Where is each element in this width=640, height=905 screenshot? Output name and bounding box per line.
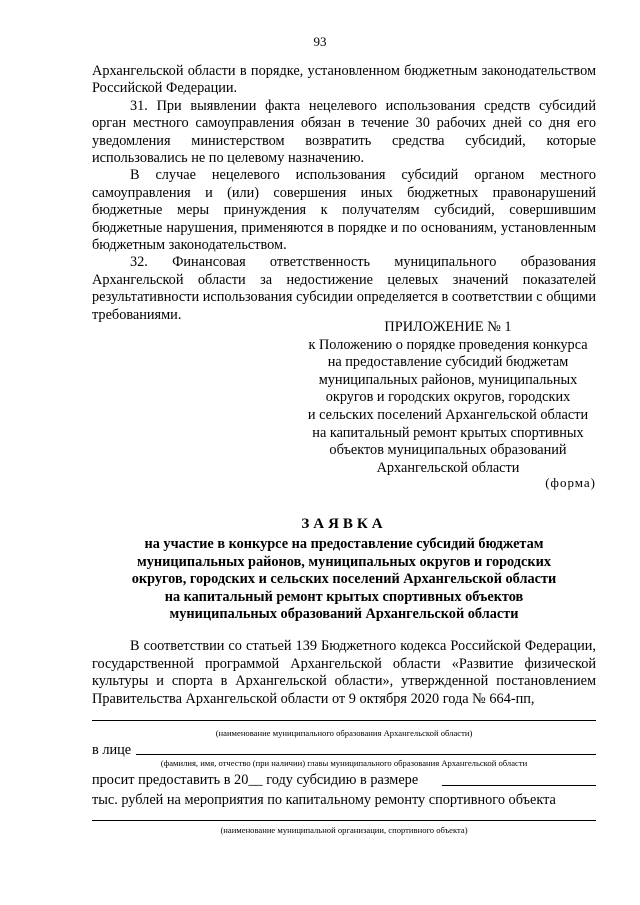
object-blank-line[interactable] xyxy=(92,820,596,821)
main-text xyxy=(92,63,596,324)
appendix-line: и сельских поселений Архангельской области xyxy=(307,406,589,423)
subtitle-line: на капитальный ремонт крытых спортивных объектов xyxy=(164,588,524,605)
appendix-title: ПРИЛОЖЕНИЕ № 1 xyxy=(384,319,512,335)
application-subtitle xyxy=(92,536,596,624)
appendix-line: на предоставление субсидий бюджетам xyxy=(327,354,569,371)
caption-org: (наименование муниципальной организации, спортивного объекта) xyxy=(220,825,468,835)
amount-blank-line[interactable] xyxy=(442,785,596,786)
caption-municipality: (наименование муниципального образования Архангельской области) xyxy=(215,728,473,738)
appendix-line: объектов муниципальных образований xyxy=(329,442,567,459)
form-label: (форма) xyxy=(545,475,596,490)
subtitle-line: муниципальных образований Архангельской области xyxy=(169,606,519,622)
in-person-label: в лице xyxy=(92,742,132,758)
appendix-line: на капитальный ремонт крытых спортивных xyxy=(312,424,584,441)
appendix-block xyxy=(300,319,596,477)
municipality-blank-line[interactable] xyxy=(92,720,596,721)
appendix-line: к Положению о порядке проведения конкурса xyxy=(308,336,588,353)
paragraph-32: 32. Финансовая ответственность муниципального образования Архангельской области за недостижение целевых значений показателей результативности использования субсидии определяется в соответствии с общими требованиями. xyxy=(92,254,596,323)
application-title: ЗАЯВКА xyxy=(301,516,387,532)
subtitle-line: округов, городских и сельских поселений Архангельской области xyxy=(131,571,557,587)
head-name-blank-line[interactable] xyxy=(136,754,596,755)
appendix-line: муниципальных районов, муниципальных xyxy=(318,371,578,388)
paragraph-31: 31. При выявлении факта нецелевого использования средств субсидий орган местного самоуправления обязан в течение 30 рабочих дней со дня его уведомления министерством возвратить средства субсидий, которые использовались не по целевому назначению. xyxy=(92,97,596,167)
paragraph-misuse: В случае нецелевого использования субсидий органом местного самоуправления и (или) совершения иных бюджетных правонарушений бюджетные меры принуждения к получателям субсидий, совершившим бюджетные нарушения, применяются в порядке и по основаниям, установленным бюджетным законодательством. xyxy=(92,167,596,254)
request-text: просит предоставить в 20__ году субсидию в размере xyxy=(92,772,419,788)
appendix-line: округов и городских округов, городских xyxy=(325,389,571,406)
application-intro: В соответствии со статьей 139 Бюджетного кодекса Российской Федерации, государственной программой Архангельской области «Развитие физической культуры и спорта в Архангельской области», утвержденной постановлением Правительства Архангельской области от 9 октября 2020 года № 664-пп, xyxy=(92,638,596,707)
caption-head: (фамилия, имя, отчество (при наличии) главы муниципального образования Архангельской области xyxy=(160,758,528,768)
subtitle-line: на участие в конкурсе на предоставление субсидий бюджетам xyxy=(144,536,544,552)
appendix-line: Архангельской области xyxy=(376,459,520,476)
paragraph-continuation: Архангельской области в порядке, установленном бюджетным законодательством Российской Федерации. xyxy=(92,63,596,97)
thousand-rub-text: тыс. рублей на мероприятия по капитальному ремонту спортивного объекта xyxy=(92,792,556,808)
page-number: 93 xyxy=(313,34,327,49)
subtitle-line: муниципальных районов, муниципальных округов и городских xyxy=(137,553,551,570)
